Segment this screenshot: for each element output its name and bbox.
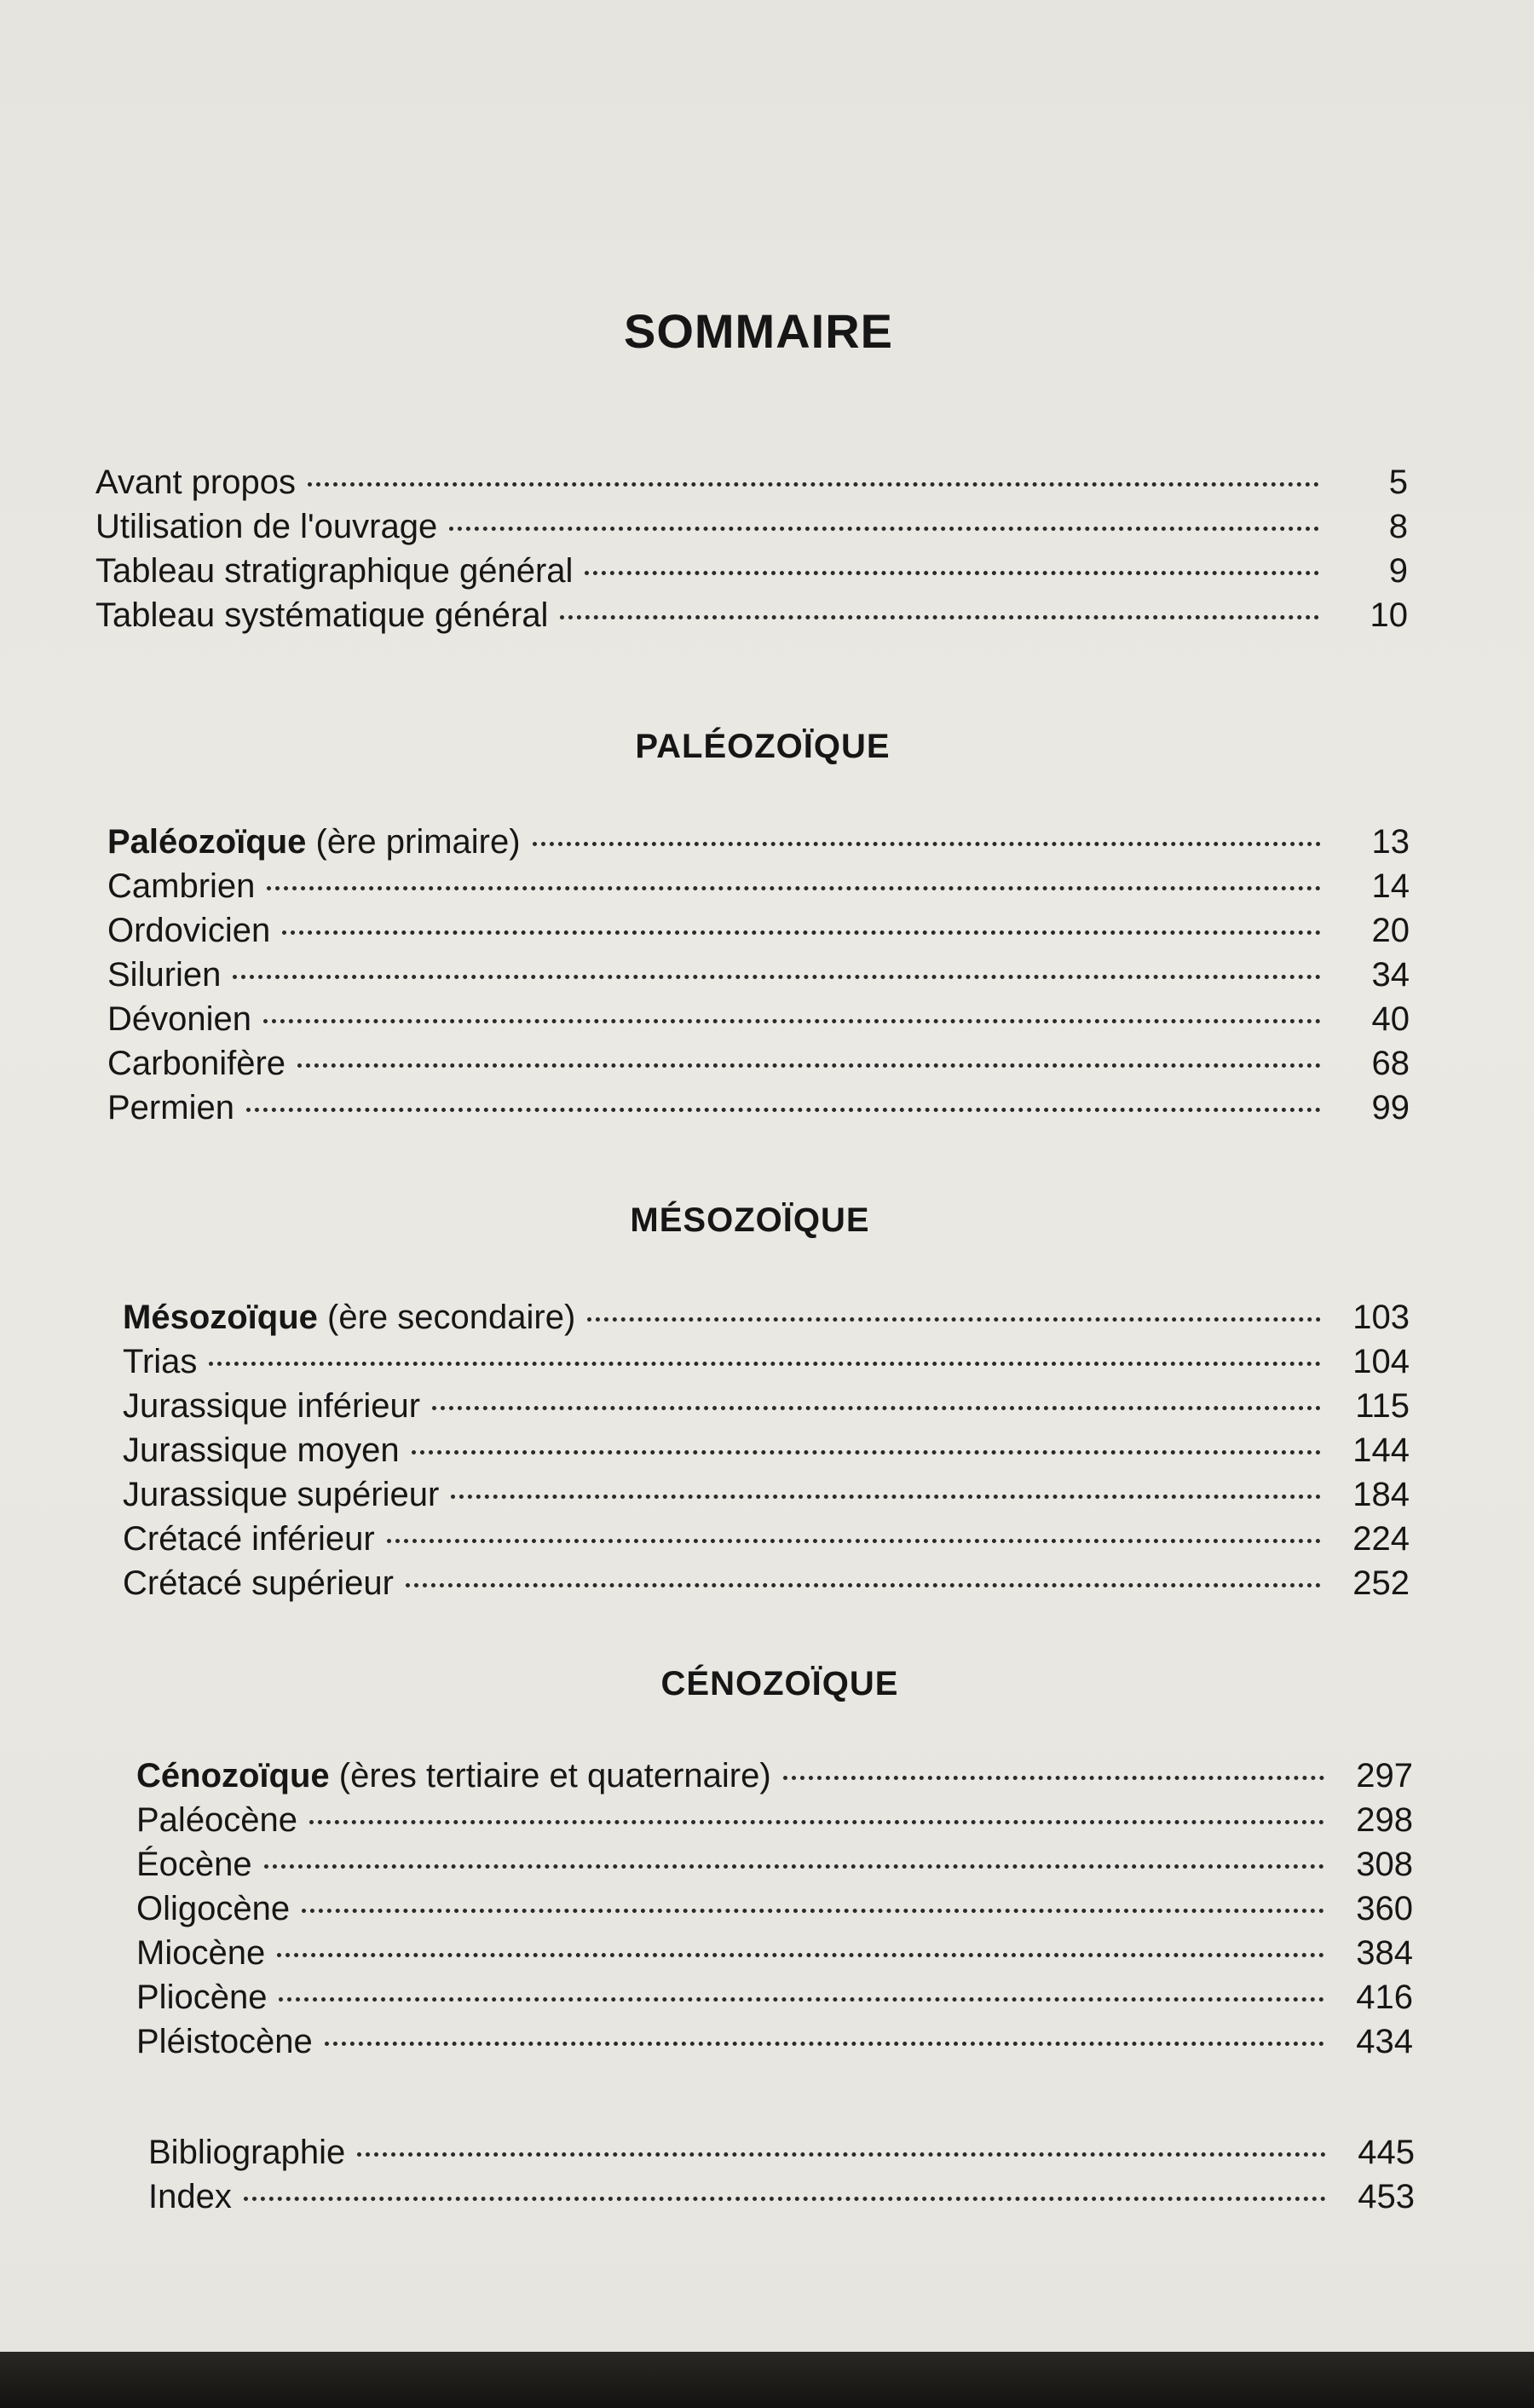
toc-entry-label: Tableau systématique général bbox=[95, 596, 549, 634]
section-title-paleozoique: PALÉOZOÏQUE bbox=[635, 728, 891, 765]
toc-entry-label: Bibliographie bbox=[148, 2134, 346, 2171]
toc-entry-label: Crétacé inférieur bbox=[123, 1520, 375, 1558]
toc-entry-page: 224 bbox=[1352, 1520, 1410, 1558]
dot-leader bbox=[297, 1063, 1321, 1068]
cenozoique-list bbox=[136, 1754, 1413, 2064]
toc-entry-page: 20 bbox=[1371, 912, 1410, 949]
dot-leader bbox=[308, 482, 1319, 487]
toc-entry-page: 308 bbox=[1356, 1846, 1413, 1883]
toc-entry bbox=[123, 1561, 1410, 1605]
era-note: (ère secondaire) bbox=[317, 1299, 576, 1336]
toc-entry bbox=[136, 1975, 1413, 2019]
dot-leader bbox=[309, 1820, 1324, 1824]
toc-entry-label: Utilisation de l'ouvrage bbox=[95, 508, 438, 545]
toc-entry-page: 13 bbox=[1371, 823, 1410, 861]
toc-entry-page: 103 bbox=[1352, 1299, 1410, 1336]
toc-era-entry bbox=[123, 1295, 1410, 1339]
toc-entry-page: 416 bbox=[1356, 1979, 1413, 2016]
toc-entry bbox=[123, 1339, 1410, 1384]
toc-entry-label: Tableau stratigraphique général bbox=[95, 552, 574, 590]
toc-entry-page: 252 bbox=[1352, 1564, 1410, 1602]
dot-leader bbox=[406, 1583, 1321, 1587]
dot-leader bbox=[325, 2042, 1324, 2046]
toc-entry-label: Index bbox=[148, 2178, 232, 2215]
toc-entry-page: 10 bbox=[1370, 596, 1408, 634]
toc-entry-label bbox=[136, 1754, 771, 1798]
toc-entry bbox=[148, 2175, 1415, 2219]
toc-entry-label: Oligocène bbox=[136, 1890, 291, 1927]
section-title-mesozoique: MÉSOZOÏQUE bbox=[630, 1201, 870, 1239]
toc-entry-label: Paléocène bbox=[136, 1801, 298, 1839]
toc-era-entry bbox=[107, 820, 1410, 864]
dot-leader bbox=[432, 1406, 1321, 1410]
toc-entry-label: Éocène bbox=[136, 1846, 252, 1883]
toc-entry bbox=[123, 1517, 1410, 1561]
dot-leader bbox=[387, 1539, 1321, 1543]
toc-entry-label bbox=[123, 1295, 575, 1339]
dot-leader bbox=[533, 842, 1321, 846]
toc-entry-label: Silurien bbox=[107, 956, 222, 994]
dot-leader bbox=[560, 615, 1319, 619]
dot-leader bbox=[451, 1495, 1321, 1499]
back-matter-list bbox=[148, 2130, 1415, 2219]
toc-entry-label: Miocène bbox=[136, 1934, 266, 1972]
toc-entry-page: 434 bbox=[1356, 2023, 1413, 2060]
dot-leader bbox=[587, 1317, 1321, 1322]
toc-entry-label: Crétacé supérieur bbox=[123, 1564, 394, 1602]
toc-entry-label: Pliocène bbox=[136, 1979, 268, 2016]
toc-entry-page: 115 bbox=[1355, 1387, 1410, 1425]
toc-entry bbox=[136, 1842, 1413, 1887]
toc-entry-page: 298 bbox=[1356, 1801, 1413, 1839]
era-note: (ères tertiaire et quaternaire) bbox=[329, 1757, 771, 1794]
dot-leader bbox=[783, 1776, 1324, 1780]
dot-leader bbox=[282, 930, 1321, 935]
front-matter-list bbox=[95, 460, 1408, 637]
dot-leader bbox=[357, 2152, 1326, 2157]
toc-entry-page: 184 bbox=[1352, 1476, 1410, 1513]
toc-entry-label: Jurassique moyen bbox=[123, 1432, 400, 1469]
toc-entry bbox=[107, 953, 1410, 997]
toc-entry-page: 297 bbox=[1356, 1757, 1413, 1794]
toc-entry-label bbox=[107, 820, 521, 864]
toc-entry-label: Ordovicien bbox=[107, 912, 271, 949]
toc-entry bbox=[136, 1798, 1413, 1842]
dot-leader bbox=[302, 1909, 1324, 1913]
dot-leader bbox=[264, 1864, 1324, 1869]
toc-entry-page: 144 bbox=[1352, 1432, 1410, 1469]
toc-entry bbox=[136, 2019, 1413, 2064]
dot-leader bbox=[209, 1362, 1321, 1366]
mesozoique-list bbox=[123, 1295, 1410, 1605]
toc-entry bbox=[136, 1887, 1413, 1931]
dot-leader bbox=[412, 1450, 1321, 1455]
toc-entry-page: 40 bbox=[1371, 1000, 1410, 1038]
toc-entry bbox=[95, 504, 1408, 549]
toc-entry-label: Pléistocène bbox=[136, 2023, 313, 2060]
dot-leader bbox=[263, 1019, 1321, 1023]
toc-entry bbox=[107, 997, 1410, 1041]
toc-entry-page: 8 bbox=[1388, 508, 1408, 545]
toc-entry-page: 34 bbox=[1371, 956, 1410, 994]
toc-entry bbox=[95, 593, 1408, 637]
dot-leader bbox=[233, 975, 1321, 979]
era-name: Cénozoïque bbox=[136, 1757, 330, 1794]
toc-entry bbox=[148, 2130, 1415, 2175]
toc-era-entry bbox=[136, 1754, 1413, 1798]
toc-entry bbox=[136, 1931, 1413, 1975]
toc-entry-label: Jurassique supérieur bbox=[123, 1476, 440, 1513]
page-title: SOMMAIRE bbox=[624, 304, 893, 358]
toc-entry-page: 5 bbox=[1388, 464, 1408, 501]
toc-entry-label: Cambrien bbox=[107, 867, 256, 905]
toc-entry-page: 9 bbox=[1388, 552, 1408, 590]
dot-leader bbox=[244, 2197, 1326, 2201]
toc-entry bbox=[95, 549, 1408, 593]
dot-leader bbox=[585, 571, 1319, 575]
paleozoique-list bbox=[107, 820, 1410, 1130]
toc-entry bbox=[123, 1428, 1410, 1472]
toc-entry-label: Carbonifère bbox=[107, 1045, 286, 1082]
dot-leader bbox=[449, 527, 1319, 531]
toc-entry bbox=[107, 864, 1410, 908]
toc-entry-page: 445 bbox=[1358, 2134, 1415, 2171]
toc-entry-page: 14 bbox=[1371, 867, 1410, 905]
toc-entry-label: Avant propos bbox=[95, 464, 296, 501]
toc-entry-page: 384 bbox=[1356, 1934, 1413, 1972]
toc-entry-page: 453 bbox=[1358, 2178, 1415, 2215]
toc-entry-label: Jurassique inférieur bbox=[123, 1387, 421, 1425]
era-note: (ère primaire) bbox=[306, 823, 521, 861]
section-title-cenozoique: CÉNOZOÏQUE bbox=[660, 1665, 899, 1702]
era-name: Mésozoïque bbox=[123, 1299, 318, 1336]
dot-leader bbox=[246, 1108, 1321, 1112]
toc-entry-label: Trias bbox=[123, 1343, 198, 1380]
toc-entry-page: 360 bbox=[1356, 1890, 1413, 1927]
toc-entry-page: 68 bbox=[1371, 1045, 1410, 1082]
toc-entry bbox=[107, 908, 1410, 953]
toc-entry bbox=[107, 1041, 1410, 1086]
dot-leader bbox=[267, 886, 1321, 890]
era-name: Paléozoïque bbox=[107, 823, 307, 861]
dot-leader bbox=[279, 1997, 1324, 2002]
toc-entry bbox=[95, 460, 1408, 504]
toc-entry-label: Dévonien bbox=[107, 1000, 252, 1038]
toc-entry bbox=[123, 1472, 1410, 1517]
dot-leader bbox=[277, 1953, 1324, 1957]
toc-entry-page: 104 bbox=[1352, 1343, 1410, 1380]
toc-entry-label: Permien bbox=[107, 1089, 234, 1126]
toc-entry bbox=[123, 1384, 1410, 1428]
page-bottom-edge bbox=[0, 2352, 1534, 2408]
toc-entry bbox=[107, 1086, 1410, 1130]
toc-entry-page: 99 bbox=[1371, 1089, 1410, 1126]
